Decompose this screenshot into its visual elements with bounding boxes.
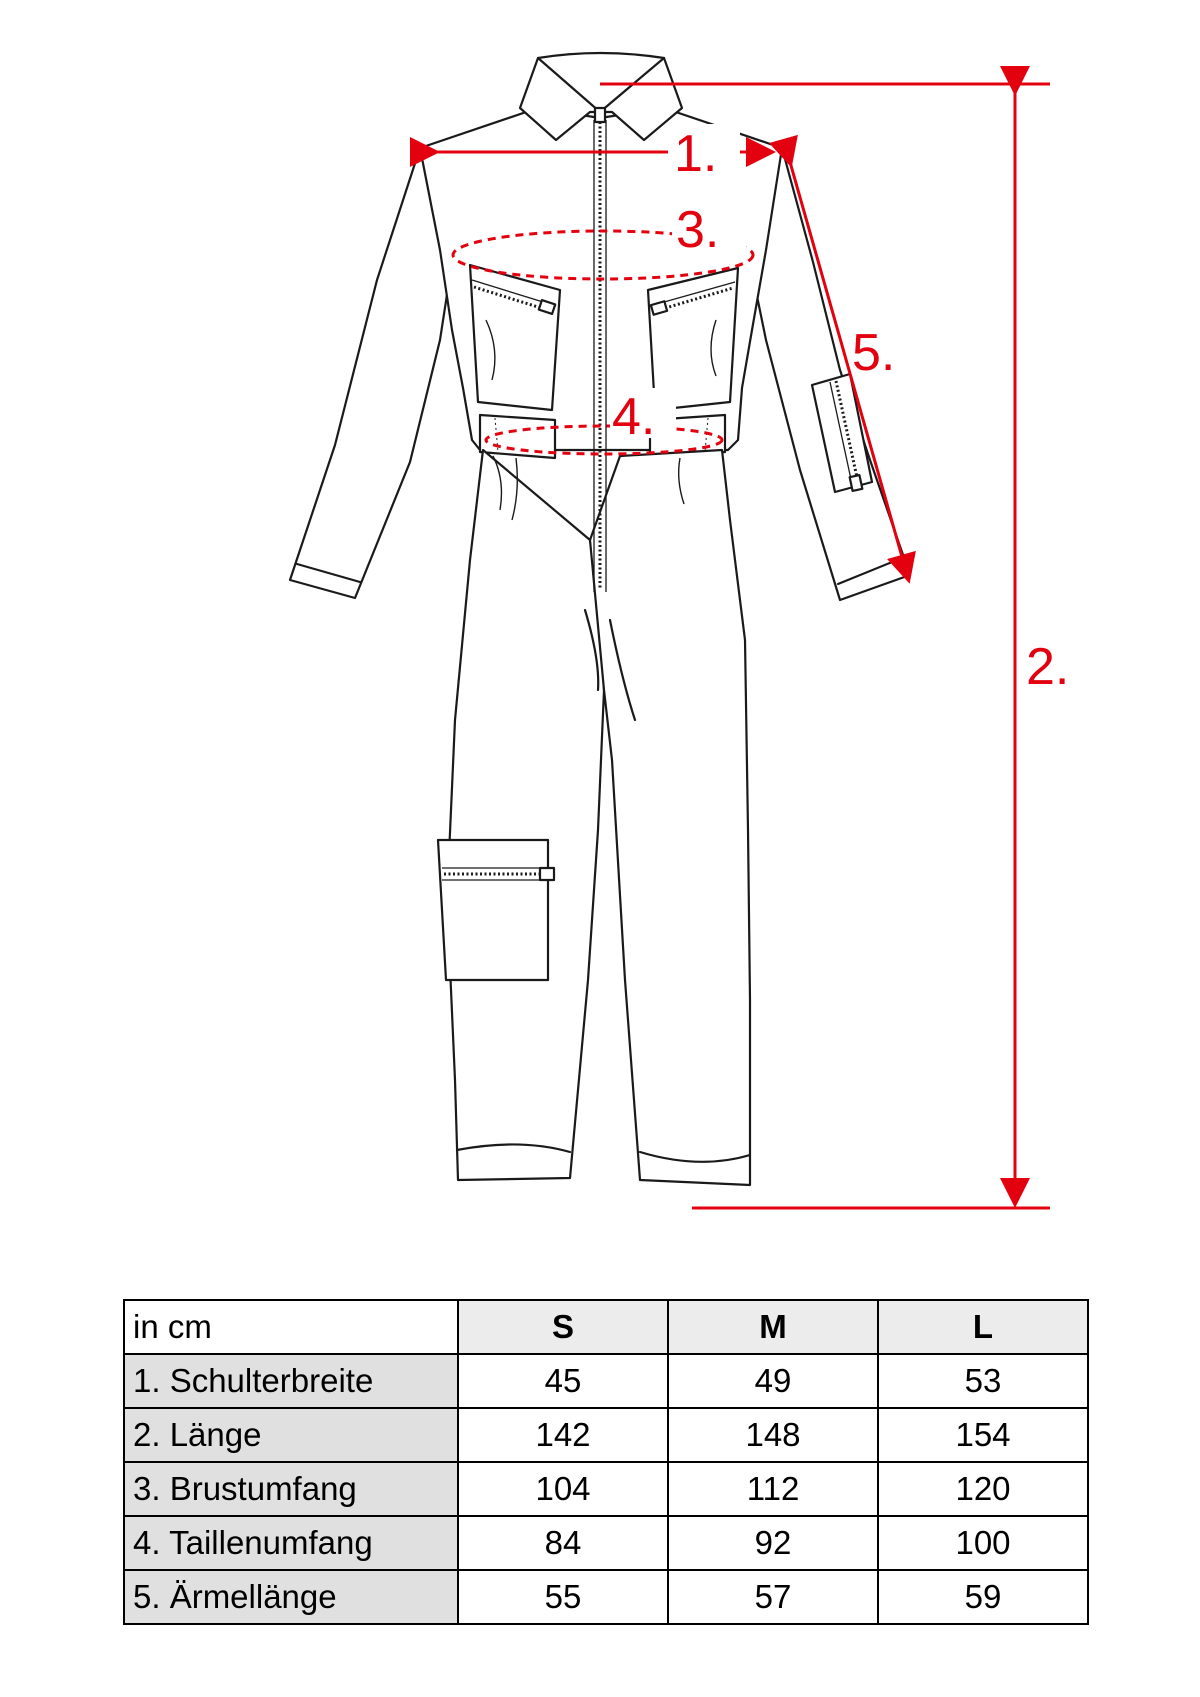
waistband <box>480 415 555 458</box>
left-sleeve <box>290 148 452 598</box>
measurement-label: 2. Länge <box>124 1408 458 1462</box>
table-row <box>124 1516 1088 1570</box>
measurement-label: 3. Brustumfang <box>124 1462 458 1516</box>
sleeve-length-label: 5. <box>852 324 896 382</box>
table-row <box>124 1408 1088 1462</box>
value-cell: 154 <box>878 1408 1088 1462</box>
table-row <box>124 1462 1088 1516</box>
chest-circumference-label: 3. <box>676 201 720 259</box>
table-row <box>124 1354 1088 1408</box>
left-trouser-leg <box>447 450 604 1180</box>
value-cell: 92 <box>668 1516 878 1570</box>
knee-pocket <box>438 840 548 980</box>
unit-header: in cm <box>124 1300 458 1354</box>
value-cell: 57 <box>668 1570 878 1624</box>
size-header-row <box>124 1300 1088 1354</box>
measurement-label: 1. Schulterbreite <box>124 1354 458 1408</box>
right-trouser-leg <box>590 450 750 1185</box>
length-label: 2. <box>1026 638 1070 696</box>
size-chart-table <box>123 1299 1089 1625</box>
value-cell: 142 <box>458 1408 668 1462</box>
table-row <box>124 1570 1088 1624</box>
collar-band <box>538 53 664 58</box>
jumpsuit-outline <box>290 53 910 1185</box>
size-header-s: S <box>458 1300 668 1354</box>
value-cell: 55 <box>458 1570 668 1624</box>
value-cell: 84 <box>458 1516 668 1570</box>
value-cell: 45 <box>458 1354 668 1408</box>
shoulder-width-label: 1. <box>674 125 718 183</box>
value-cell: 49 <box>668 1354 878 1408</box>
size-header-m: M <box>668 1300 878 1354</box>
value-cell: 104 <box>458 1462 668 1516</box>
value-cell: 112 <box>668 1462 878 1516</box>
size-header-l: L <box>878 1300 1088 1354</box>
value-cell: 100 <box>878 1516 1088 1570</box>
left-chest-pocket <box>470 265 560 410</box>
value-cell: 59 <box>878 1570 1088 1624</box>
value-cell: 120 <box>878 1462 1088 1516</box>
waist-circumference-label: 4. <box>612 388 656 446</box>
value-cell: 148 <box>668 1408 878 1462</box>
value-cell: 53 <box>878 1354 1088 1408</box>
measurement-label: 5. Ärmellänge <box>124 1570 458 1624</box>
measurement-label: 4. Taillenumfang <box>124 1516 458 1570</box>
